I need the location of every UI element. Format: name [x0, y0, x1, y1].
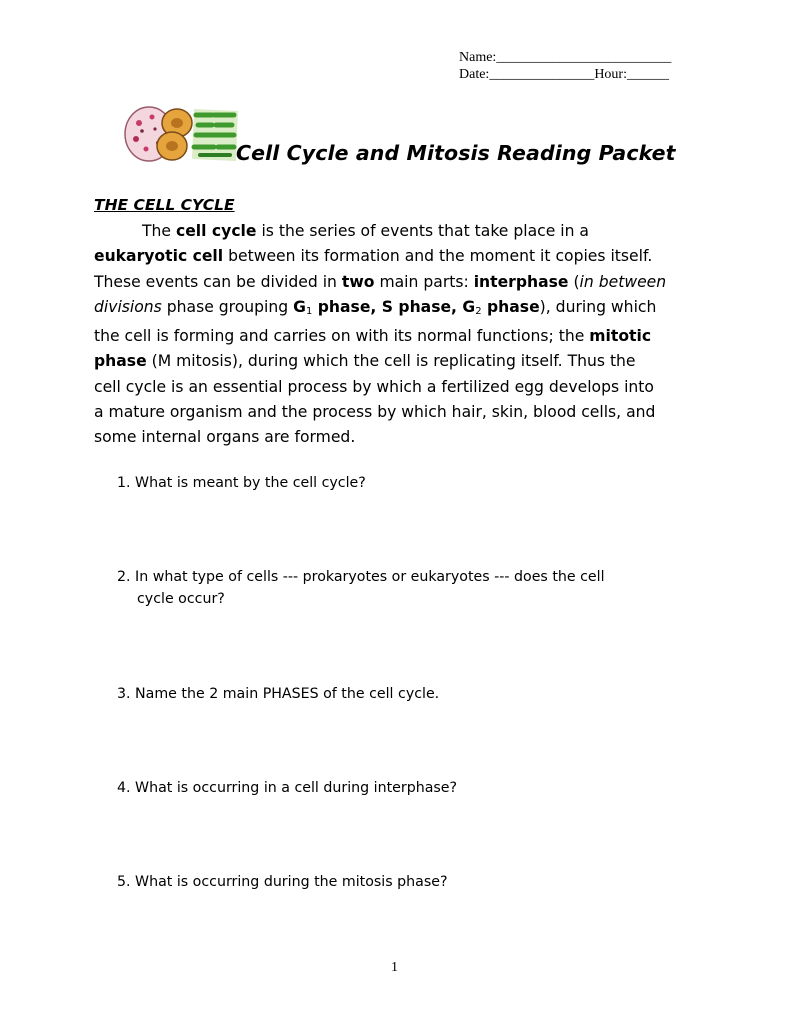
- question-text: 4. What is occurring in a cell during interphase?: [117, 780, 458, 796]
- paragraph-line: some internal organs are formed.: [94, 428, 356, 447]
- paragraph-line: These events can be divided in two main parts: interphase (in between: [94, 272, 667, 291]
- question-3: [117, 683, 697, 705]
- student-info-header: [459, 49, 671, 83]
- page-number: 1: [391, 960, 398, 975]
- paragraph-line: phase (M mitosis), during which the cell is replicating itself. Thus the: [94, 352, 636, 371]
- paragraph-line: divisions phase grouping $G_1$ phase, S phase, $G_2$ phase), during which: [94, 297, 657, 317]
- question-text: cycle occur?: [137, 591, 225, 607]
- question-text: 5. What is occurring during the mitosis phase?: [117, 874, 448, 890]
- question-text: 1. What is meant by the cell cycle?: [117, 475, 366, 491]
- name-field[interactable]: Name:_________________________: [459, 50, 672, 65]
- document-title: Cell Cycle and Mitosis Reading Packet: [236, 141, 676, 165]
- paragraph-line: eukaryotic cell between its formation and the moment it copies itself.: [94, 247, 653, 266]
- date-hour-field[interactable]: Date:_______________Hour:______: [459, 67, 669, 82]
- section-heading: THE CELL CYCLE: [94, 196, 235, 214]
- cell-cycle-paragraph: [94, 219, 714, 451]
- paragraph-line: The cell cycle is the series of events that take place in a: [142, 222, 589, 240]
- paragraph-line: the cell is forming and carries on with its normal functions; the mitotic: [94, 327, 652, 346]
- paragraph-line: a mature organism and the process by which hair, skin, blood cells, and: [94, 403, 656, 422]
- question-1: [117, 472, 697, 494]
- question-5: [117, 871, 697, 893]
- paragraph-line: cell cycle is an essential process by which a fertilized egg develops into: [94, 377, 654, 396]
- question-text: 3. Name the 2 main PHASES of the cell cycle.: [117, 686, 440, 702]
- question-4: [117, 777, 697, 799]
- question-2: [117, 566, 697, 610]
- cell-cycle-logo-icon: [122, 103, 240, 165]
- question-text: 2. In what type of cells --- prokaryotes or eukaryotes --- does the cell: [117, 569, 605, 585]
